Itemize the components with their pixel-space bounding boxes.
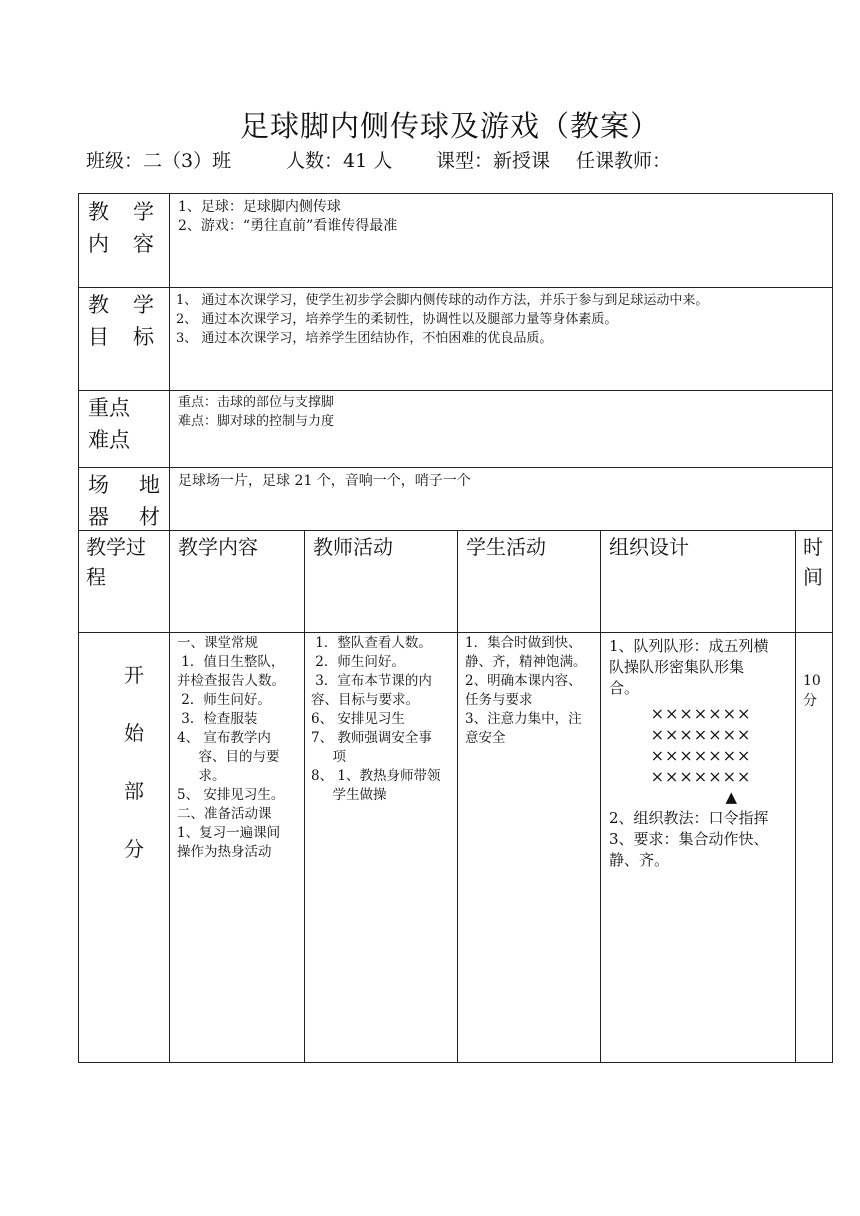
list-item: 3．检查服装 (177, 711, 258, 727)
list-item: 一、课堂常规 (177, 635, 258, 651)
list-item: 1、队列队形：成五列横 (609, 637, 769, 655)
count-label: 人数：41 人 (286, 150, 393, 172)
list-item: 3、注意力集中，注 (465, 711, 582, 727)
list-item: 6、 安排见习生 (311, 711, 405, 727)
goals-row-label: 教 学 目 标 (88, 293, 154, 349)
list-item: 7、 教师强调安全事 (311, 730, 432, 746)
list-item: 2、游戏：“勇往直前”看谁传得最准 (178, 218, 398, 234)
list-item: 难点：脚对球的控制与力度 (178, 414, 335, 429)
content-row-text (178, 198, 397, 236)
list-item: 1、足球：足球脚内侧传球 (178, 199, 341, 215)
process-header-stage: 教学过 程 (86, 535, 146, 589)
section-student-activity (465, 634, 599, 748)
list-item: 合。 (609, 679, 640, 697)
keypoints-row-text (178, 393, 334, 431)
list-item: 1．集合时做到快、 (465, 635, 582, 651)
list-item: 学生做操 (311, 787, 387, 803)
list-item: 8、 1、教热身师带领 (311, 768, 441, 784)
list-item: 求。 (177, 768, 226, 784)
list-item: 容、目的与要 (177, 749, 280, 765)
list-item: 并检查报告人数。 (177, 673, 285, 689)
process-header-student: 学生活动 (466, 535, 546, 559)
list-item: 队操队形密集队形集 (609, 658, 745, 676)
process-header-teacher: 教师活动 (313, 535, 393, 559)
content-row-label: 教 学 内 容 (88, 200, 154, 256)
list-item: 5、 安排见习生。 (177, 787, 285, 803)
list-item: 2、组织教法：口令指挥 (609, 809, 769, 827)
formation-row: ××××××× (650, 704, 752, 723)
section-content (177, 634, 302, 862)
section-name: 开 始 部 分 (124, 663, 144, 861)
process-header-content: 教学内容 (178, 535, 258, 559)
type-label: 课型：新授课 (436, 150, 551, 172)
venue-row-label: 场 地 器 材 (88, 473, 160, 529)
list-item: 重点：击球的部位与支撑脚 (178, 395, 335, 410)
list-item: 容、目标与要求。 (311, 692, 419, 708)
list-item: 3．宣布本节课的内 (311, 673, 432, 689)
venue-row-text (178, 472, 471, 491)
list-item: 项 (311, 749, 346, 765)
list-item: 静、齐。 (609, 851, 670, 869)
teacher-label: 任课教师： (576, 150, 672, 172)
formation-row: ××××××× (650, 767, 752, 786)
list-item: 2．师生问好。 (311, 654, 405, 670)
formation-row: ××××××× (650, 725, 752, 744)
section-organization (609, 636, 793, 871)
list-item: 2．师生问好。 (177, 692, 271, 708)
list-item: 二、准备活动课 (177, 806, 272, 822)
process-header-organization: 组织设计 (609, 535, 689, 559)
list-item: 2、 通过本次课学习，培养学生的柔韧性，协调性以及腿部力量等身体素质。 (176, 312, 618, 327)
page-title: 足球脚内侧传球及游戏（教案） (239, 109, 660, 143)
formation-row: ××××××× (650, 746, 752, 765)
list-item: 2、明确本课内容、 (465, 673, 582, 689)
list-item: 足球场一片，足球 21 个，音响一个，哨子一个 (178, 473, 471, 489)
section-time: 10 分 (803, 673, 821, 709)
class-label: 班级：二（3）班 (86, 150, 232, 172)
list-item: 操作为热身活动 (177, 844, 272, 860)
list-item: 1．整队查看人数。 (311, 635, 432, 651)
process-header-time: 时 间 (803, 535, 823, 589)
list-item: 3、 通过本次课学习，培养学生团结协作，不怕困难的优良品质。 (176, 331, 553, 346)
lesson-meta (86, 146, 671, 173)
list-item: 静、齐，精神饱满。 (465, 654, 587, 670)
list-item: 意安全 (465, 730, 506, 746)
teacher-position-icon: ▲ (725, 788, 737, 806)
list-item: 1、 通过本次课学习，使学生初步学会脚内侧传球的动作方法，并乐于参与到足球运动中来。 (176, 293, 709, 308)
list-item: 3、要求：集合动作快、 (609, 830, 769, 848)
list-item: 4、 宣布教学内 (177, 730, 271, 746)
list-item: 1．值日生整队， (177, 654, 285, 670)
section-teacher-activity (311, 634, 456, 805)
list-item: 1、复习一遍课间 (177, 825, 281, 841)
list-item: 任务与要求 (465, 692, 533, 708)
keypoints-row-label: 重点 难点 (88, 396, 130, 452)
goals-row-text (176, 291, 708, 348)
